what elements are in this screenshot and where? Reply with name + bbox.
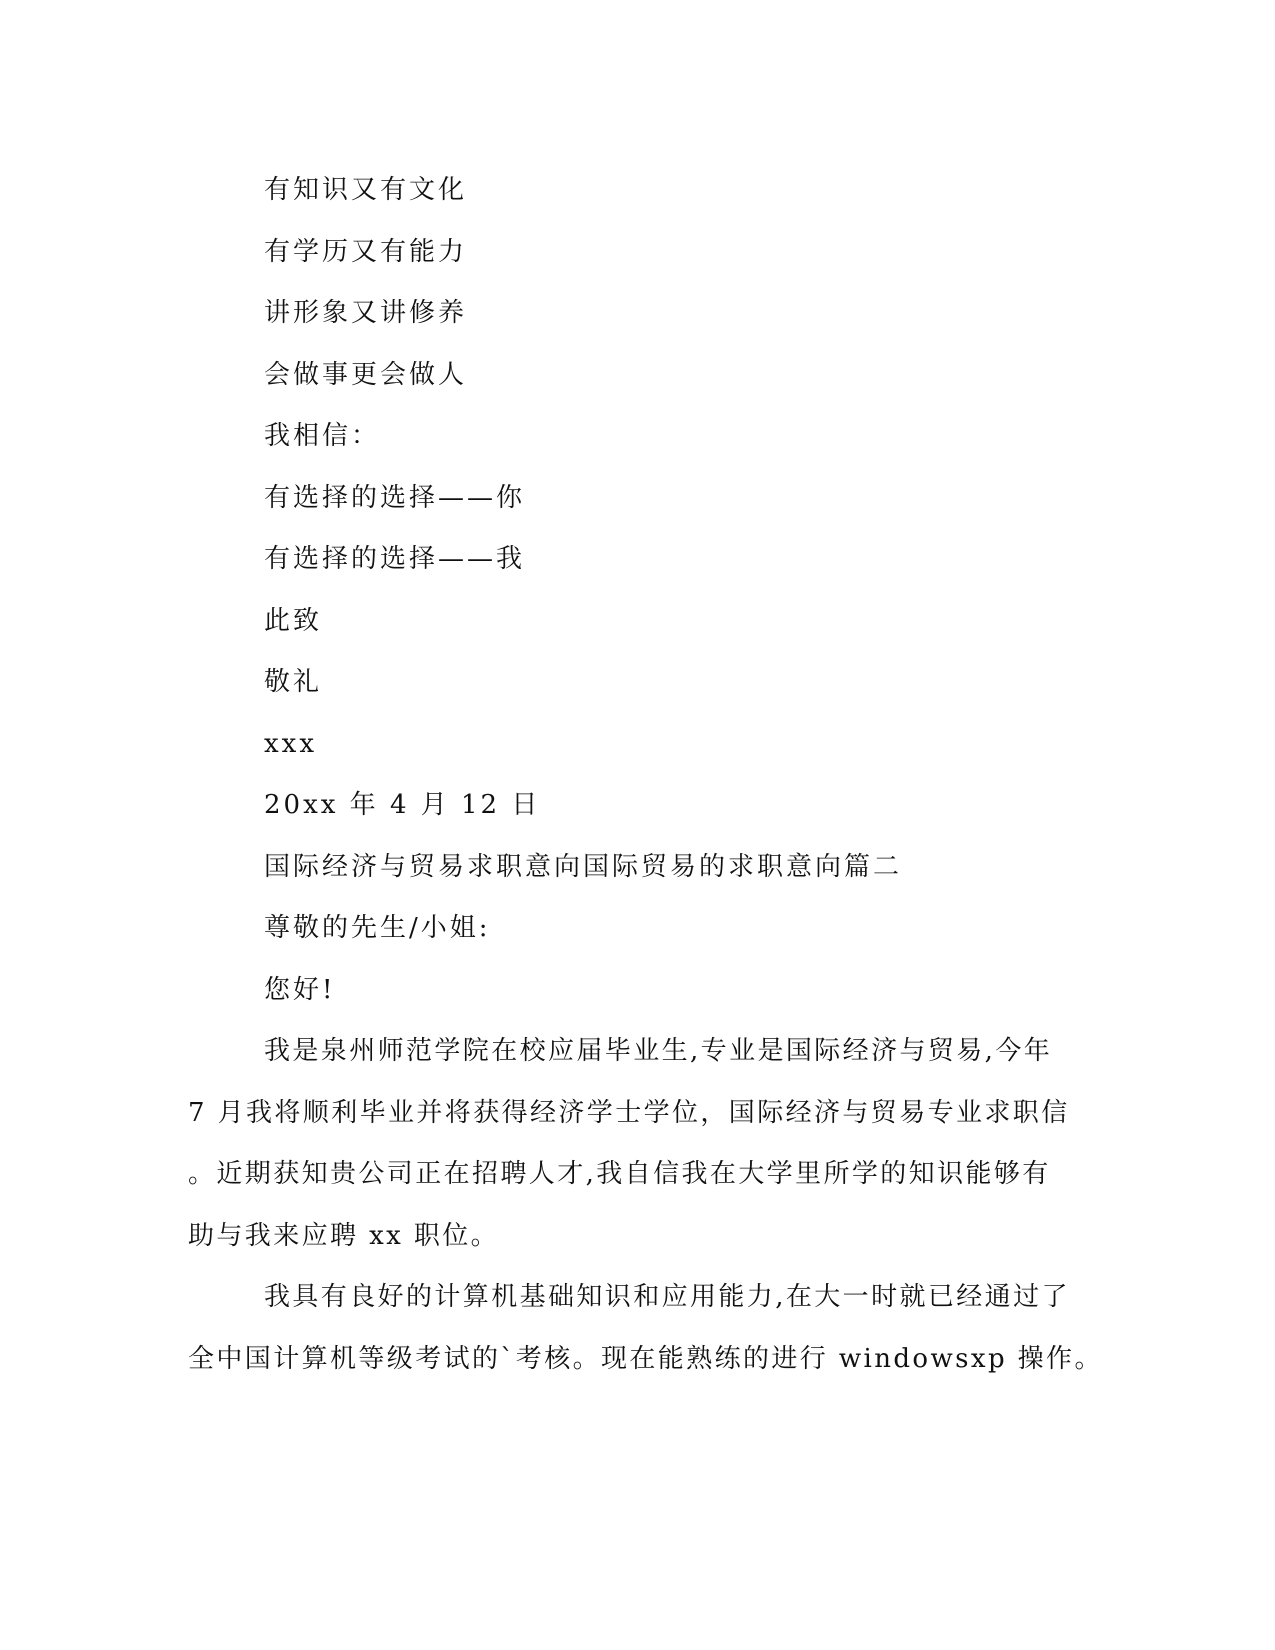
paragraph-line: 我是泉州师范学院在校应届毕业生,专业是国际经济与贸易,今年 <box>264 1036 1053 1066</box>
text-line: 会做事更会做人 <box>264 359 468 390</box>
greeting-line: 您好! <box>264 974 336 1005</box>
closing-line: 此致 <box>264 605 323 636</box>
document-body <box>188 160 1103 1390</box>
body-paragraph <box>188 1021 1088 1267</box>
body-paragraph <box>188 1267 1103 1390</box>
paragraph-line: 助与我来应聘 xx 职位。 <box>188 1220 500 1251</box>
date-line: 20xx 年 4 月 12 日 <box>264 790 541 820</box>
greeting-line: 尊敬的先生/小姐: <box>264 913 491 943</box>
text-line: 有选择的选择——我 <box>264 544 526 574</box>
text-line: 有选择的选择——你 <box>264 482 526 513</box>
section-title: 国际经济与贸易求职意向国际贸易的求职意向篇二 <box>264 851 903 882</box>
paragraph-line: 。近期获知贵公司正在招聘人才,我自信我在大学里所学的知识能够有 <box>188 1159 1051 1189</box>
text-line: 有知识又有文化 <box>264 175 468 205</box>
paragraph-line: 我具有良好的计算机基础知识和应用能力,在大一时就已经通过了 <box>264 1282 1070 1312</box>
text-line: 有学历又有能力 <box>264 236 468 267</box>
text-line: 讲形象又讲修养 <box>264 298 468 328</box>
salutation-line: 敬礼 <box>264 667 323 697</box>
paragraph-line: 7 月我将顺利毕业并将获得经济学士学位，国际经济与贸易专业求职信 <box>188 1097 1070 1128</box>
signature-name: xxx <box>264 728 317 759</box>
text-line: 我相信： <box>264 421 381 451</box>
paragraph-line: 全中国计算机等级考试的`考核。现在能熟练的进行 windowsxp 操作。 <box>188 1343 1103 1374</box>
